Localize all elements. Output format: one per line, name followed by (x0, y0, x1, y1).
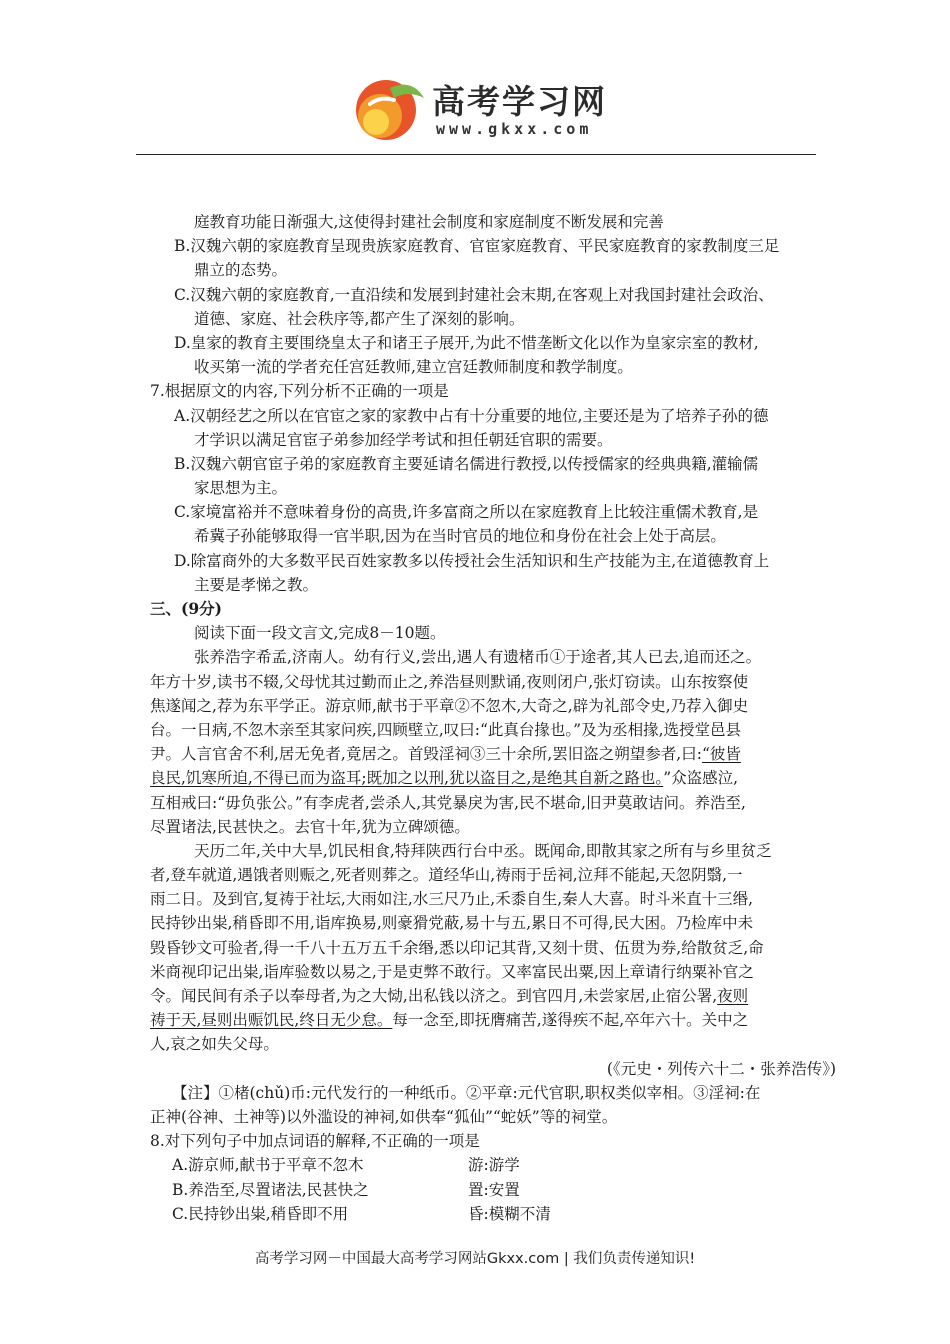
passage-p1-line4: 台。一日病,不忽木亲至其家问疾,四顾壁立,叹曰:“此真台掾也。”及为丞相掾,选授堂邑县 (150, 720, 742, 739)
gkxx-logo-icon (350, 68, 430, 148)
passage-text: 尹。人言官舍不利,居无免者,竟居之。首毁淫祠③三十余所,罢旧盗之朔望参者,曰: (150, 745, 702, 764)
page-header (0, 0, 950, 160)
q8-option-c (150, 1202, 840, 1226)
q7-option-a-line1: A.汉朝经艺之所以在官宦之家的家教中占有十分重要的地位,主要还是为了培养子孙的德 (174, 406, 769, 425)
q8-option-b (150, 1178, 840, 1202)
q8-option-a-gloss: 游:游学 (468, 1156, 520, 1175)
q7-option-b-line2: 家思想为主。 (194, 479, 288, 498)
q7-option-b-line1: B.汉魏六朝官宦子弟的家庭教育主要延请名儒进行教授,以传授儒家的经典典籍,灌输儒 (174, 454, 759, 473)
logo-url: www.gkxx.com (436, 120, 593, 138)
passage-p2-line7 (150, 984, 840, 1008)
passage-p2-line6: 米商视印记出粜,诣库验数以易之,于是吏弊不敢行。又率富民出粟,因上章请行纳粟补官之 (150, 962, 754, 981)
passage-p1-line6 (150, 766, 840, 790)
passage-text: 每一念至,即抚膺痛苦,遂得疾不起,卒年六十。关中之 (392, 1011, 749, 1030)
q6-option-d-line1: D.皇家的教育主要围绕皇太子和诸王子展开,为此不惜垄断文化以作为皇家宗室的教材, (174, 333, 759, 352)
q8-option-c-gloss: 昏:模糊不清 (468, 1204, 551, 1223)
passage-p1-line2: 年方十岁,读书不辍,父母忧其过勤而止之,养浩昼则默诵,夜则闭户,张灯窃读。山东按察使 (150, 672, 749, 691)
passage-text: ”众盗感泣, (663, 769, 739, 788)
passage-source: (《元史・列传六十二・张养浩传》) (606, 1059, 836, 1078)
passage-p2-line4: 民持钞出粜,稍昏即不用,诣库换易,则豪猾党蔽,易十与五,累日不可得,民大困。乃检库中未 (150, 914, 754, 933)
q6-option-b-line1: B.汉魏六朝的家庭教育呈现贵族家庭教育、官宦家庭教育、平民家庭教育的家教制度三足 (174, 237, 780, 256)
q7-option-c-line2: 希冀子孙能够取得一官半职,因为在当时官员的地位和身份在社会上处于高层。 (194, 527, 726, 546)
section3-instruction: 阅读下面一段文言文,完成8－10题。 (194, 624, 446, 643)
underlined-sentence: 夜则 (717, 987, 749, 1005)
q7-option-d-line2: 主要是孝悌之教。 (194, 575, 319, 594)
q8-option-a (150, 1153, 840, 1177)
q6-option-b-line2: 鼎立的态势。 (194, 261, 288, 280)
document-body (150, 210, 840, 1226)
passage-p1-line8: 尽置诸法,民甚快之。去官十年,犹为立碑颂德。 (150, 817, 470, 836)
q6-option-d-line2: 收买第一流的学者充任宫廷教师,建立宫廷教师制度和教学制度。 (194, 358, 633, 377)
q7-option-c-line1: C.家境富裕并不意味着身份的高贵,许多富商之所以在家庭教育上比较注重儒术教育,是 (174, 503, 759, 522)
page-footer: 高考学习网－中国最大高考学习网站Gkxx.com | 我们负责传递知识! (254, 1251, 696, 1267)
underlined-sentence: 良民,饥寒所迫,不得已而为盗耳;既加之以刑,犹以盗目之,是绝其自新之路也。 (150, 769, 664, 788)
q8-option-b-sentence: B.养浩至,尽置诸法,民甚快之 (172, 1180, 369, 1199)
passage-p2-line1: 天历二年,关中大旱,饥民相食,特拜陕西行台中丞。既闻命,即散其家之所有与乡里贫乏 (194, 841, 772, 860)
passage-p2-line8 (150, 1008, 840, 1032)
logo-title: 高考学习网 (432, 82, 607, 121)
q8-option-c-sentence: C.民持钞出粜,稍昏即不用 (172, 1204, 349, 1223)
q7-stem: 7.根据原文的内容,下列分析不正确的一项是 (150, 382, 449, 401)
underlined-sentence: 祷于天,昼则出赈饥民,终日无少怠。 (150, 1011, 393, 1030)
section3-heading: 三、(9分) (150, 599, 222, 618)
passage-p1-line7: 互相戒曰:“毋负张公。”有李虎者,尝杀人,其党暴戾为害,民不堪命,旧尹莫敢诘问。养浩至, (150, 793, 746, 812)
passage-text: 令。闻民间有杀子以奉母者,为之大恸,出私钱以济之。到官四月,未尝家居,止宿公署, (150, 987, 718, 1005)
note-line2: 正神(谷神、土神等)以外滥设的神祠,如供奉“狐仙”“蛇妖”等的祠堂。 (150, 1107, 618, 1126)
q8-stem: 8.对下列句子中加点词语的解释,不正确的一项是 (150, 1132, 480, 1151)
q6-option-c-line1: C.汉魏六朝的家庭教育,一直沿续和发展到封建社会末期,在客观上对我国封建社会政治、 (174, 285, 774, 304)
note-line1: 【注】①楮(chǔ)币:元代发行的一种纸币。②平章:元代官职,职权类似宰相。③淫祠:在 (172, 1083, 761, 1102)
q8-option-b-gloss: 置:安置 (468, 1180, 520, 1199)
q6-option-c-line2: 道德、家庭、社会秩序等,都产生了深刻的影响。 (194, 309, 525, 328)
passage-p2-line3: 雨二日。及到官,复祷于社坛,大雨如注,水三尺乃止,禾黍自生,秦人大喜。时斗米直十三缗, (150, 890, 754, 909)
header-divider (136, 154, 816, 155)
q7-option-d-line1: D.除富商外的大多数平民百姓家教多以传授社会生活知识和生产技能为主,在道德教育上 (174, 551, 770, 570)
passage-p2-line5: 毁昏钞文可验者,得一千八十五万五千余缗,悉以印记其背,又刻十贯、伍贯为券,给散贫乏,命 (150, 938, 764, 957)
passage-p2-line9: 人,哀之如失父母。 (150, 1035, 279, 1054)
underlined-sentence: “彼皆 (701, 745, 741, 764)
passage-p1-line3: 焦遂闻之,荐为东平学正。游京师,献书于平章②不忽木,大奇之,辟为礼部令史,乃荐入御史 (150, 696, 749, 715)
passage-p1-line1: 张养浩字希孟,济南人。幼有行义,尝出,遇人有遗楮币①于途者,其人已去,追而还之。 (194, 648, 762, 667)
q8-option-a-sentence: A.游京师,献书于平章不忽木 (172, 1156, 364, 1175)
q7-option-a-line2: 才学识以满足官宦子弟参加经学考试和担任朝廷官职的需要。 (194, 430, 613, 449)
passage-p1-line5 (150, 742, 840, 766)
q6-option-a-cont: 庭教育功能日渐强大,这使得封建社会制度和家庭制度不断发展和完善 (194, 213, 664, 231)
passage-p2-line2: 者,登车就道,遇饿者则赈之,死者则葬之。道经华山,祷雨于岳祠,泣拜不能起,天忽阴翳,一 (150, 866, 743, 885)
